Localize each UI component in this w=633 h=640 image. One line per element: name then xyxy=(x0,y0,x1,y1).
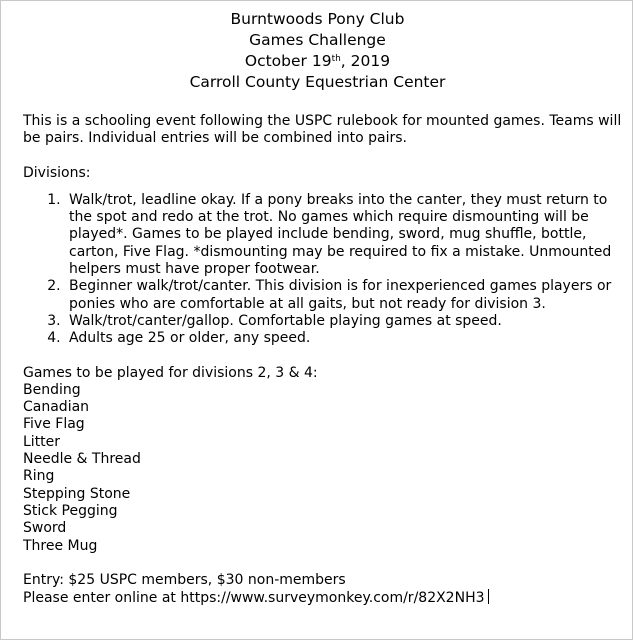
divisions-heading: Divisions: xyxy=(23,164,91,181)
event-header xyxy=(1,9,633,93)
divisions-list xyxy=(23,192,623,348)
event-date-year: , 2019 xyxy=(340,52,391,70)
event-date-main: October 19 xyxy=(244,52,332,70)
spacer xyxy=(23,348,623,365)
game-item: Three Mug xyxy=(23,537,98,554)
enter-online-text: Please enter online at https://www.surveymonkey.com/r/82X2NH3 xyxy=(23,590,485,607)
event-date xyxy=(1,51,633,72)
division-item: 3. Walk/trot/canter/gallop. Comfortable playing games at speed. xyxy=(65,313,623,330)
spacer xyxy=(23,148,623,165)
event-venue: Carroll County Equestrian Center xyxy=(189,73,446,91)
event-name: Games Challenge xyxy=(249,31,386,49)
game-item: Five Flag xyxy=(23,416,85,433)
game-item: Litter xyxy=(23,433,61,450)
division-item: 1. Walk/trot, leadline okay. If a pony breaks into the canter, they must return to the spot and redo at the trot. No games which require dismounting will be played*. Games to be played include bending, sword, mug shuffle, bottle, carton, Five Flag. *dismounting may be required to fix a mistake. Unmounted helpers must have proper footwear. xyxy=(65,192,623,278)
text-cursor xyxy=(488,589,489,604)
game-item: Sword xyxy=(23,520,67,537)
game-item: Bending xyxy=(23,381,81,398)
intro-paragraph: This is a schooling event following the USPC rulebook for mounted games. Teams will be pairs. Individual entries will be combined into pairs. xyxy=(23,113,622,147)
document-body xyxy=(23,113,623,607)
games-heading: Games to be played for divisions 2, 3 & 4: xyxy=(23,364,318,381)
division-item: 4. Adults age 25 or older, any speed. xyxy=(65,330,623,347)
entry-fee: Entry: $25 USPC members, $30 non-members xyxy=(23,571,346,588)
game-item: Canadian xyxy=(23,399,90,416)
division-item: 2. Beginner walk/trot/canter. This division is for inexperienced games players or ponies who are comfortable at all gaits, but not ready for division 3. xyxy=(65,278,623,313)
enter-online-line[interactable] xyxy=(23,589,623,607)
event-date-ordinal: th xyxy=(331,54,341,64)
game-item: Needle & Thread xyxy=(23,451,141,468)
games-list xyxy=(23,382,623,555)
game-item: Stick Pegging xyxy=(23,502,118,519)
spacer xyxy=(23,182,623,192)
spacer xyxy=(23,555,623,572)
game-item: Stepping Stone xyxy=(23,485,131,502)
game-item: Ring xyxy=(23,468,55,485)
club-name: Burntwoods Pony Club xyxy=(230,10,405,28)
